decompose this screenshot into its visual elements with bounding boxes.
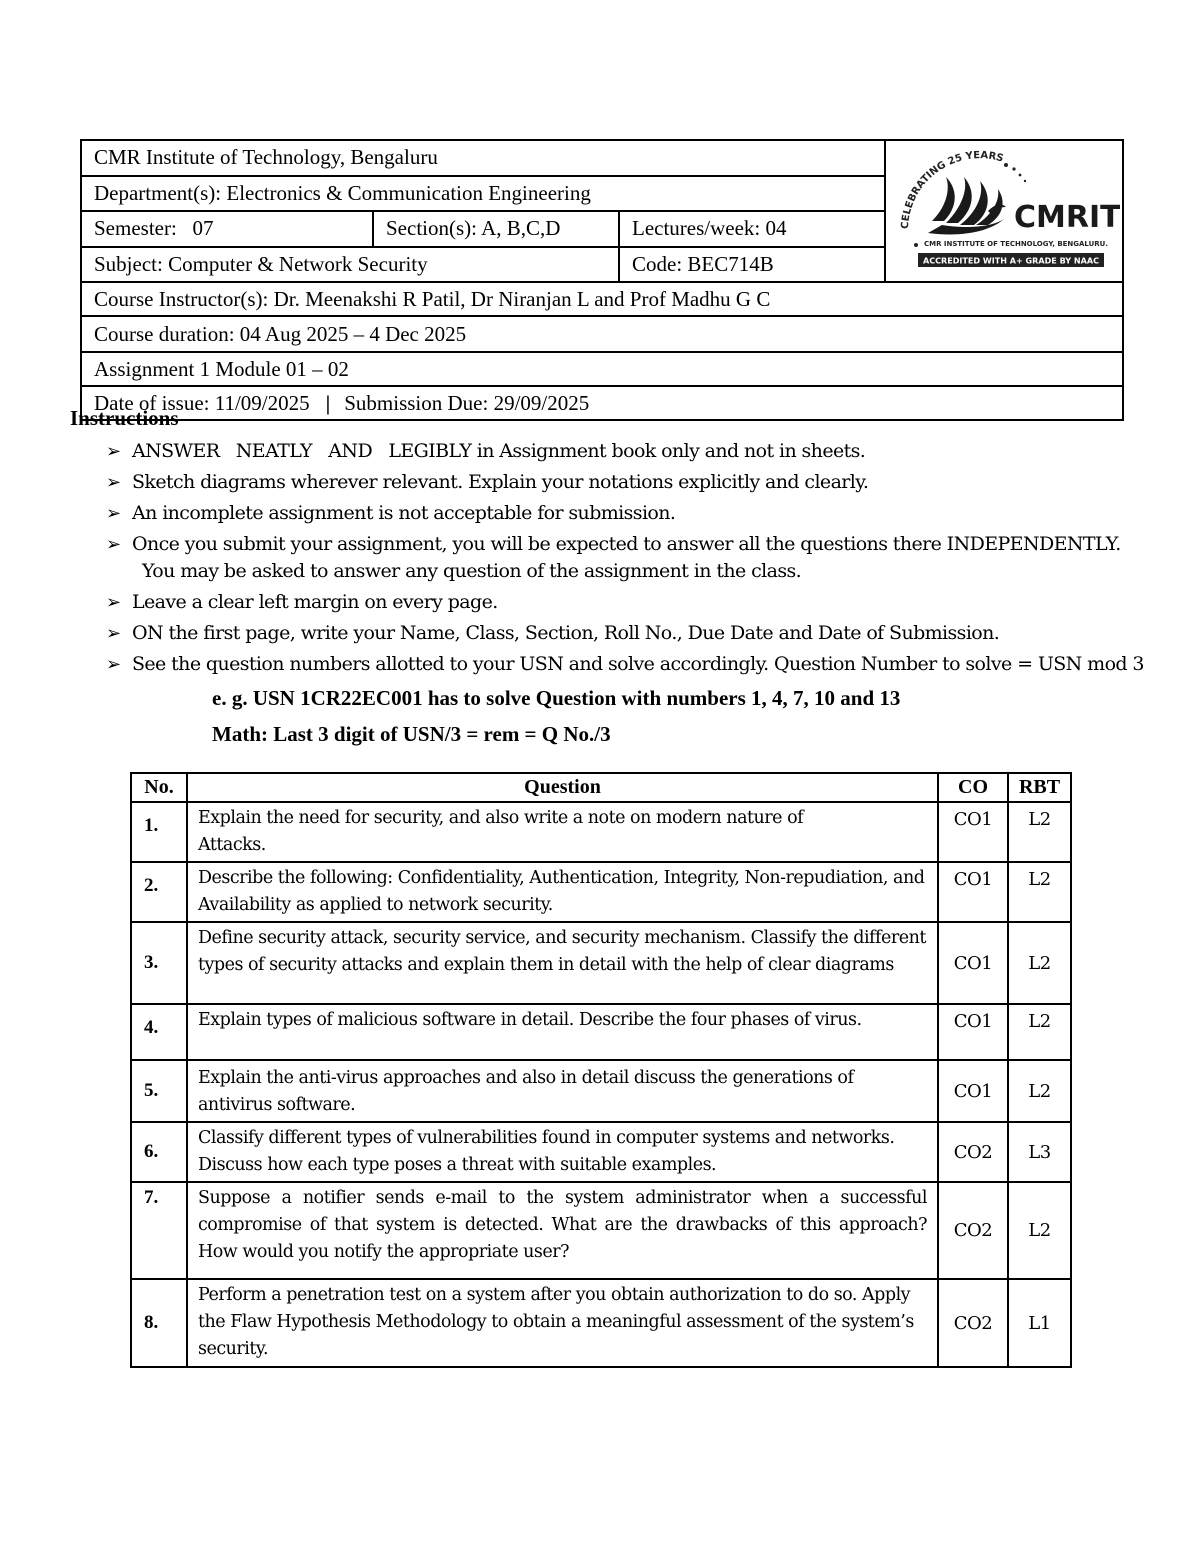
question-row — [131, 802, 1071, 862]
question-row — [131, 1122, 1071, 1182]
course-instructors: Course Instructor(s): Dr. Meenakshi R Patil, Dr Niranjan L and Prof Madhu G C — [81, 282, 1123, 316]
question-co: CO2 — [938, 1122, 1008, 1182]
course-code: Code: BEC714B — [619, 247, 885, 283]
question-rbt: L2 — [1008, 862, 1071, 922]
question-co: CO1 — [938, 922, 1008, 1004]
logo-accreditation: ACCREDITED WITH A+ GRADE BY NAAC — [923, 256, 1100, 266]
instruction-item: ➢ See the question numbers allotted to your USN and solve accordingly. Question Number to solve = USN mod 3 — [106, 651, 1166, 678]
question-co: CO1 — [938, 862, 1008, 922]
col-header-rbt: RBT — [1008, 773, 1071, 802]
question-text: Define security attack, security service, and security mechanism. Classify the different types of security attacks and explain them in detail with the help of clear diagrams — [187, 922, 938, 1004]
question-rbt: L3 — [1008, 1122, 1071, 1182]
question-row — [131, 1004, 1071, 1060]
questions-table — [130, 772, 1072, 1368]
instructions-list — [106, 438, 1166, 682]
question-number: 6. — [131, 1122, 187, 1182]
question-co: CO1 — [938, 1004, 1008, 1060]
question-number: 7. — [131, 1182, 187, 1279]
submission-due: Submission Due: 29/09/2025 — [344, 390, 590, 415]
question-number: 5. — [131, 1060, 187, 1122]
question-rbt: L2 — [1008, 1004, 1071, 1060]
col-header-question: Question — [187, 773, 938, 802]
question-text: Explain types of malicious software in detail. Describe the four phases of virus. — [187, 1004, 938, 1060]
instructions-heading: Instructions — [70, 406, 179, 430]
subject: Subject: Computer & Network Security — [81, 247, 619, 283]
question-row — [131, 1279, 1071, 1367]
arrow-bullet-icon: ➢ — [106, 654, 121, 675]
question-text: Classify different types of vulnerabilities found in computer systems and networks. Discuss how each type poses a threat with suitable examples. — [187, 1122, 938, 1182]
college-logo — [885, 140, 1123, 282]
instruction-item: ➢ Sketch diagrams wherever relevant. Explain your notations explicitly and clearly. — [106, 469, 1166, 496]
question-rbt: L2 — [1008, 922, 1071, 1004]
question-co: CO2 — [938, 1182, 1008, 1279]
question-number: 3. — [131, 922, 187, 1004]
logo-tagline: CMR INSTITUTE OF TECHNOLOGY, BENGALURU. — [924, 240, 1109, 248]
course-duration: Course duration: 04 Aug 2025 – 4 Dec 2025 — [81, 316, 1123, 352]
question-text: Suppose a notifier sends e-mail to the system administrator when a successful compromise of that system is detected. What are the drawbacks of this approach? How would you notify the appropriate user? — [187, 1182, 938, 1279]
col-header-no: No. — [131, 773, 187, 802]
arrow-bullet-icon: ➢ — [106, 592, 121, 613]
date-separator: | — [325, 390, 331, 415]
arrow-bullet-icon: ➢ — [106, 441, 121, 462]
question-rbt: L1 — [1008, 1279, 1071, 1367]
question-number: 8. — [131, 1279, 187, 1367]
question-row — [131, 1060, 1071, 1122]
question-rbt: L2 — [1008, 1182, 1071, 1279]
cmrit-logo — [888, 141, 1120, 275]
assignment-title: Assignment 1 Module 01 – 02 — [81, 352, 1123, 386]
dates-row — [81, 386, 1123, 420]
semester: Semester: 07 — [81, 211, 373, 247]
question-text: Perform a penetration test on a system after you obtain authorization to do so. Apply the Flaw Hypothesis Methodology to obtain a meaningful assessment of the system’s security. — [187, 1279, 938, 1367]
arrow-bullet-icon: ➢ — [106, 472, 121, 493]
logo-brand: CMRIT — [1014, 200, 1121, 235]
instruction-item: ➢ ON the first page, write your Name, Class, Section, Roll No., Due Date and Date of Submission. — [106, 620, 1166, 647]
course-header-table — [80, 139, 1124, 421]
lectures-per-week: Lectures/week: 04 — [619, 211, 885, 247]
question-text: Explain the need for security, and also write a note on modern nature of Attacks. — [187, 802, 938, 862]
usn-math-rule: Math: Last 3 digit of USN/3 = rem = Q No./3 — [212, 722, 611, 746]
question-text: Describe the following: Confidentiality, Authentication, Integrity, Non-repudiation, and Availability as applied to network security. — [187, 862, 938, 922]
date-of-issue: Date of issue: 11/09/2025 — [94, 390, 310, 415]
arrow-bullet-icon: ➢ — [106, 503, 121, 524]
question-co: CO1 — [938, 802, 1008, 862]
sections: Section(s): A, B,C,D — [373, 211, 619, 247]
question-co: CO2 — [938, 1279, 1008, 1367]
arrow-bullet-icon: ➢ — [106, 534, 121, 555]
col-header-co: CO — [938, 773, 1008, 802]
arrow-bullet-icon: ➢ — [106, 623, 121, 644]
institute-name: CMR Institute of Technology, Bengaluru — [81, 140, 885, 176]
question-row — [131, 862, 1071, 922]
question-number: 2. — [131, 862, 187, 922]
question-text: Explain the anti-virus approaches and also in detail discuss the generations of antivirus software. — [187, 1060, 938, 1122]
instruction-item: ➢ ANSWER NEATLY AND LEGIBLY in Assignment book only and not in sheets. — [106, 438, 1166, 465]
instruction-item: ➢ An incomplete assignment is not acceptable for submission. — [106, 500, 1166, 527]
questions-header-row — [131, 773, 1071, 802]
question-number: 1. — [131, 802, 187, 862]
logo-arc-text: CELEBRATING 25 YEARS — [899, 150, 1005, 230]
question-rbt: L2 — [1008, 802, 1071, 862]
department: Department(s): Electronics & Communication Engineering — [81, 176, 885, 212]
instruction-item: ➢ Once you submit your assignment, you will be expected to answer all the questions there INDEPENDENTLY. You may be asked to answer any question of the assignment in the class. — [106, 533, 1121, 582]
question-rbt: L2 — [1008, 1060, 1071, 1122]
question-number: 4. — [131, 1004, 187, 1060]
instruction-item: ➢ Leave a clear left margin on every page. — [106, 589, 1166, 616]
usn-example: e. g. USN 1CR22EC001 has to solve Question with numbers 1, 4, 7, 10 and 13 — [212, 686, 901, 710]
swan-mark-icon — [928, 177, 1006, 234]
question-row — [131, 922, 1071, 1004]
question-co: CO1 — [938, 1060, 1008, 1122]
question-row — [131, 1182, 1071, 1279]
